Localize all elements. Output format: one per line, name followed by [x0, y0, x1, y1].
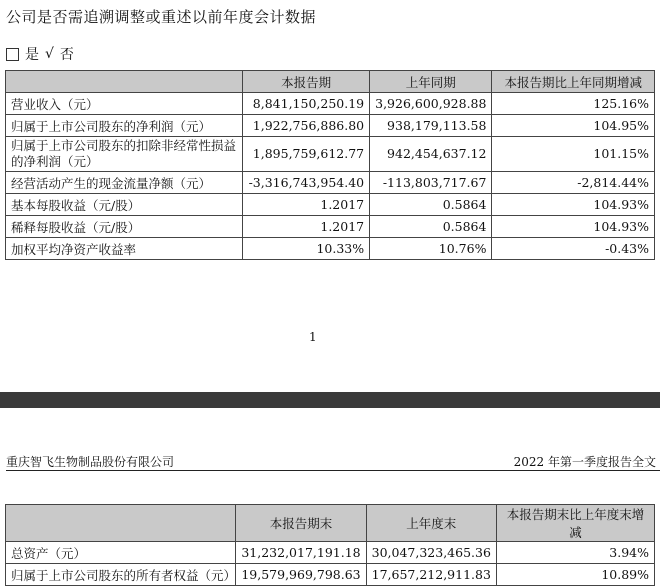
header-cell: 上年同期	[370, 71, 492, 93]
balance-data-table	[5, 504, 655, 586]
change-cell: 101.15%	[492, 137, 655, 172]
header-cell: 上年度末	[366, 505, 496, 542]
page-gap	[0, 392, 660, 408]
value-cell: 1.2017	[243, 194, 370, 216]
value-cell: 0.5864	[370, 194, 492, 216]
table-row	[6, 137, 655, 172]
header-cell: 本报告期	[243, 71, 370, 93]
table-row	[6, 172, 655, 194]
table-row	[6, 216, 655, 238]
report-title: 2022 年第一季度报告全文	[513, 455, 656, 469]
value-cell: 31,232,017,191.18	[236, 542, 366, 564]
table-row	[6, 115, 655, 137]
table-row	[6, 238, 655, 260]
change-cell: 10.89%	[496, 564, 654, 586]
row-label: 基本每股收益（元/股）	[6, 194, 243, 216]
section-title: 公司是否需追溯调整或重述以前年度会计数据	[6, 8, 317, 26]
value-cell: 3,926,600,928.88	[370, 93, 492, 115]
row-label: 总资产（元）	[6, 542, 236, 564]
page-number: 1	[309, 330, 317, 344]
row-label: 归属于上市公司股东的扣除非经常性损益的净利润（元）	[6, 137, 243, 172]
value-cell: 1.2017	[243, 216, 370, 238]
value-cell: 19,579,969,798.63	[236, 564, 366, 586]
change-cell: 104.95%	[492, 115, 655, 137]
choice-no-label: 否	[59, 47, 74, 63]
value-cell: -3,316,743,954.40	[243, 172, 370, 194]
header-cell	[6, 505, 236, 542]
change-cell: 104.93%	[492, 194, 655, 216]
change-cell: -2,814.44%	[492, 172, 655, 194]
header-cell	[6, 71, 243, 93]
value-cell: 8,841,150,250.19	[243, 93, 370, 115]
table-header-row	[6, 505, 655, 542]
page-2	[0, 408, 660, 587]
value-cell: 10.76%	[370, 238, 492, 260]
row-label: 营业收入（元）	[6, 93, 243, 115]
value-cell: 30,047,323,465.36	[366, 542, 496, 564]
change-cell: 3.94%	[496, 542, 654, 564]
header-rule	[6, 470, 660, 471]
table-row	[6, 194, 655, 216]
company-name: 重庆智飞生物制品股份有限公司	[6, 455, 175, 469]
value-cell: 0.5864	[370, 216, 492, 238]
row-label: 归属于上市公司股东的所有者权益（元）	[6, 564, 236, 586]
header-cell: 本报告期比上年同期增减	[492, 71, 655, 93]
header-cell: 本报告期末	[236, 505, 366, 542]
table-row	[6, 564, 655, 586]
value-cell: 1,895,759,612.77	[243, 137, 370, 172]
row-label: 加权平均净资产收益率	[6, 238, 243, 260]
check-mark-icon: √	[45, 46, 54, 62]
value-cell: 942,454,637.12	[370, 137, 492, 172]
value-cell: 10.33%	[243, 238, 370, 260]
header-cell: 本报告期末比上年度末增减	[496, 505, 654, 542]
choice-yes-label: 是	[25, 47, 39, 63]
checkbox-yes[interactable]	[6, 48, 19, 61]
table-header-row	[6, 71, 655, 93]
change-cell: -0.43%	[492, 238, 655, 260]
row-label: 归属于上市公司股东的净利润（元）	[6, 115, 243, 137]
row-label: 稀释每股收益（元/股）	[6, 216, 243, 238]
change-cell: 125.16%	[492, 93, 655, 115]
value-cell: 17,657,212,911.83	[366, 564, 496, 586]
value-cell: 938,179,113.58	[370, 115, 492, 137]
financial-data-table	[5, 70, 655, 260]
table-row	[6, 93, 655, 115]
table-row	[6, 542, 655, 564]
row-label: 经营活动产生的现金流量净额（元）	[6, 172, 243, 194]
change-cell: 104.93%	[492, 216, 655, 238]
value-cell: -113,803,717.67	[370, 172, 492, 194]
restatement-choice	[6, 44, 74, 64]
value-cell: 1,922,756,886.80	[243, 115, 370, 137]
